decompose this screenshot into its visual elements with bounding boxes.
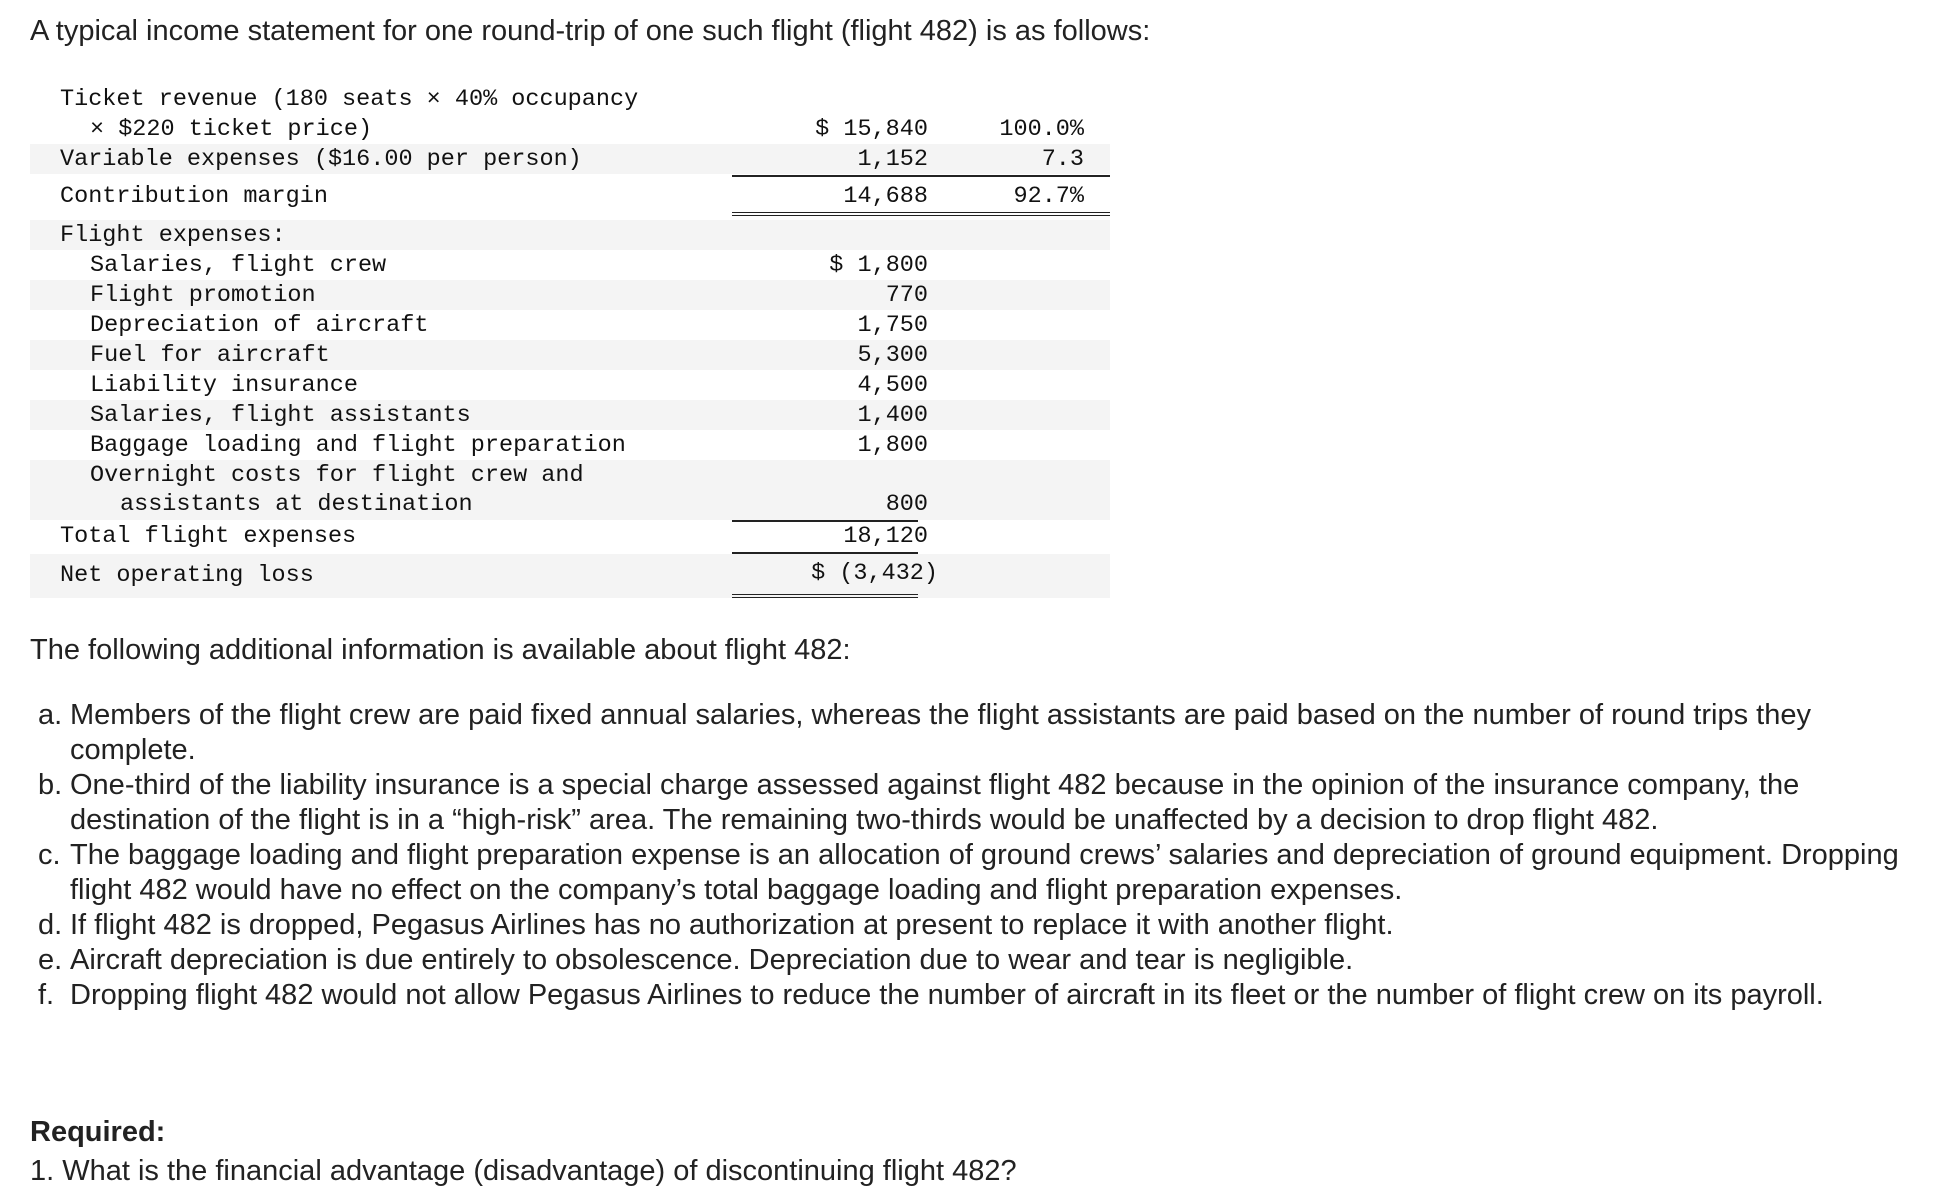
expense-label: Fuel for aircraft — [90, 342, 330, 369]
note-marker: b. — [38, 769, 63, 801]
expense-amount: 4,500 — [857, 372, 928, 399]
expense-row — [30, 400, 1110, 430]
variable-expenses-row — [30, 144, 1110, 174]
question-text: 1. What is the financial advantage (disadvantage) of discontinuing flight 482? — [30, 1155, 1017, 1187]
expense-label: Liability insurance — [90, 372, 358, 399]
note-item — [38, 978, 1918, 1013]
total-double-rule — [732, 212, 1110, 216]
variable-expenses-amount: 1,152 — [857, 146, 928, 173]
note-item — [38, 838, 1918, 908]
expense-amount: 1,400 — [857, 402, 928, 429]
note-item — [38, 768, 1918, 838]
expense-label: Flight promotion — [90, 282, 316, 309]
note-item — [38, 908, 1918, 943]
variable-expenses-label: Variable expenses ($16.00 per person) — [60, 146, 582, 173]
expense-amount: 5,300 — [857, 342, 928, 369]
overnight-costs-row — [30, 460, 1110, 520]
expense-amount: 1,750 — [857, 312, 928, 339]
overnight-costs-amount: 800 — [885, 491, 928, 518]
note-marker: c. — [38, 839, 61, 871]
expense-label: Baggage loading and flight preparation — [90, 432, 626, 459]
contribution-margin-amount: 14,688 — [843, 183, 928, 210]
overnight-costs-label-line2: assistants at destination — [120, 491, 473, 518]
note-item — [38, 698, 1918, 768]
variable-expenses-pct: 7.3 — [1041, 146, 1084, 173]
expense-label: Salaries, flight crew — [90, 252, 387, 279]
net-operating-loss-row — [30, 554, 1110, 598]
ticket-revenue-pct: 100.0% — [999, 116, 1084, 143]
expense-row — [30, 340, 1110, 370]
expense-amount: 770 — [885, 282, 928, 309]
expense-label: Depreciation of aircraft — [90, 312, 429, 339]
note-text: Dropping flight 482 would not allow Pegasus Airlines to reduce the number of aircraft in its fleet or the number of flight crew on its payroll. — [70, 979, 1824, 1011]
required-label: Required: — [30, 1116, 166, 1148]
additional-info-heading: The following additional information is available about flight 482: — [30, 634, 851, 666]
note-marker: a. — [38, 699, 63, 731]
contribution-margin-pct: 92.7% — [1013, 183, 1084, 210]
expense-amount: $ 1,800 — [829, 252, 928, 279]
note-item — [38, 943, 1918, 978]
expense-row — [30, 250, 1110, 280]
intro-text: A typical income statement for one round-trip of one such flight (flight 482) is as follows: — [30, 15, 1151, 47]
flight-expenses-heading-row — [30, 220, 1110, 250]
ticket-revenue-amount: $ 15,840 — [815, 116, 928, 143]
note-text: If flight 482 is dropped, Pegasus Airlines has no authorization at present to replace it with another flight. — [70, 909, 1394, 941]
notes-list — [38, 698, 1918, 1013]
net-operating-loss-amount: $ (3,432) — [811, 560, 938, 587]
note-text: Members of the flight crew are paid fixed annual salaries, whereas the flight assistants are paid based on the number of round trips they complete. — [70, 699, 1811, 766]
expense-row — [30, 280, 1110, 310]
expense-label: Salaries, flight assistants — [90, 402, 471, 429]
expense-amount: 1,800 — [857, 432, 928, 459]
note-marker: e. — [38, 944, 63, 976]
ticket-revenue-row — [30, 84, 1110, 144]
note-text: Aircraft depreciation is due entirely to obsolescence. Depreciation due to wear and tear is negligible. — [70, 944, 1354, 976]
ticket-revenue-label-line2: × $220 ticket price) — [90, 116, 373, 143]
ticket-revenue-label-line1: Ticket revenue (180 seats × 40% occupancy — [60, 86, 639, 113]
note-marker: f. — [38, 979, 55, 1011]
total-flight-expenses-amount: 18,120 — [843, 523, 928, 550]
overnight-costs-label-line1: Overnight costs for flight crew and — [90, 462, 584, 489]
expense-row — [30, 370, 1110, 400]
note-marker: d. — [38, 909, 63, 941]
total-flight-expenses-row — [30, 522, 1110, 552]
net-operating-loss-label: Net operating loss — [60, 562, 314, 589]
contribution-margin-label: Contribution margin — [60, 183, 328, 210]
note-text: The baggage loading and flight preparation expense is an allocation of ground crews’ salaries and depreciation of ground equipment. Dropping flight 482 would have no effect on the company’s total baggage loading and flight preparation expenses. — [70, 839, 1899, 906]
total-flight-expenses-label: Total flight expenses — [60, 523, 357, 550]
contribution-margin-row — [30, 177, 1110, 214]
note-text: One-third of the liability insurance is a special charge assessed against flight 482 because in the opinion of the insurance company, the destination of the flight is in a “high-risk” area. The remaining two-thirds would be unaffected by a decision to drop flight 482. — [70, 769, 1800, 836]
flight-expenses-heading: Flight expenses: — [60, 222, 286, 249]
expense-row — [30, 430, 1110, 460]
net-double-rule — [732, 594, 918, 598]
expense-row — [30, 310, 1110, 340]
